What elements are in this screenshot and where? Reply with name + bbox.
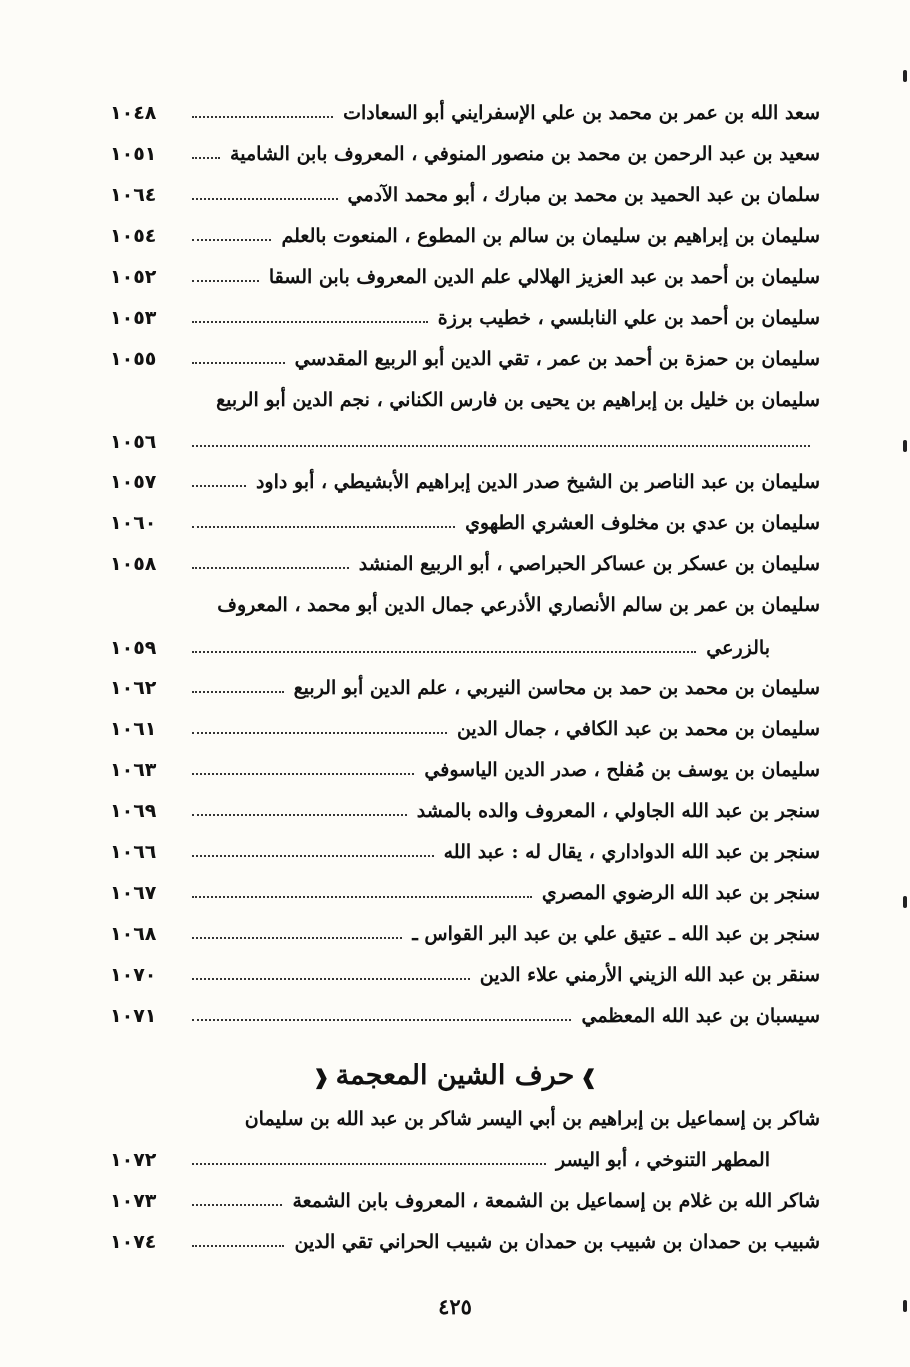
index-entry bbox=[110, 380, 820, 420]
leader-dots bbox=[192, 896, 532, 898]
entry-name: المطهر التنوخي ، أبو اليسر bbox=[555, 1149, 770, 1171]
section-heading-text: حرف الشين المعجمة bbox=[335, 1060, 575, 1091]
index-entry bbox=[110, 585, 820, 625]
binding-mark bbox=[903, 1300, 907, 1312]
entry-name: شاكر الله بن غلام بن إسماعيل بن الشمعة ، المعروف بابن الشمعة bbox=[292, 1190, 820, 1212]
index-entry bbox=[110, 1140, 820, 1180]
index-entry bbox=[110, 914, 820, 954]
entry-name: سنجر بن عبد الله الرضوي المصري bbox=[541, 882, 820, 904]
index-entry bbox=[110, 298, 820, 338]
entry-number bbox=[110, 380, 172, 420]
binding-mark bbox=[903, 440, 907, 452]
entry-name: سليمان بن خليل بن إبراهيم بن يحيى بن فارس الكناني ، نجم الدين أبو الربيع bbox=[216, 389, 820, 411]
entry-name: سنجر بن عبد الله ـ عتيق علي بن عبد البر القواس ـ bbox=[412, 923, 820, 945]
index-entry bbox=[110, 544, 820, 584]
leader-dots bbox=[192, 526, 455, 528]
leader-dots bbox=[192, 485, 246, 487]
leader-dots bbox=[192, 937, 402, 939]
index-entry bbox=[110, 1099, 820, 1139]
index-entry bbox=[110, 832, 820, 872]
entry-number: ١٠٥٧ bbox=[110, 471, 157, 493]
index-entry bbox=[110, 216, 820, 256]
entry-number: ١٠٧٢ bbox=[110, 1149, 157, 1171]
leader-dots bbox=[192, 1245, 284, 1247]
leader-dots bbox=[192, 116, 333, 118]
index-entry bbox=[110, 709, 820, 749]
entry-number: ١٠٦٩ bbox=[110, 800, 157, 822]
index-entry bbox=[110, 873, 820, 913]
index-entry bbox=[110, 628, 820, 668]
entry-number bbox=[110, 1099, 172, 1139]
entry-name: شبيب بن حمدان بن شبيب بن حمدان بن شبيب الحراني تقي الدين bbox=[294, 1231, 820, 1253]
entry-number: ١٠٥٥ bbox=[110, 348, 157, 370]
entry-number: ١٠٦٤ bbox=[110, 184, 157, 206]
entry-number: ١٠٧٤ bbox=[110, 1231, 157, 1253]
entry-name: سليمان بن عسكر بن عساكر الحبراصي ، أبو الربيع المنشد bbox=[358, 553, 820, 575]
leader-dots bbox=[192, 773, 414, 775]
entry-name: سنقر بن عبد الله الزيني الأرمني علاء الدين bbox=[479, 964, 820, 986]
index-entry bbox=[110, 93, 820, 133]
entry-name: سليمان بن عدي بن مخلوف العشري الطهوي bbox=[465, 512, 820, 534]
leader-dots bbox=[192, 651, 696, 653]
index-entry bbox=[110, 462, 820, 502]
entry-name: سليمان بن محمد بن عبد الكافي ، جمال الدين bbox=[456, 718, 820, 740]
entry-number: ١٠٥٤ bbox=[110, 225, 157, 247]
index-entry bbox=[110, 339, 820, 379]
index-entry bbox=[110, 996, 820, 1036]
leader-dots bbox=[192, 321, 428, 323]
index-entry bbox=[110, 668, 820, 708]
entry-number: ١٠٥٨ bbox=[110, 553, 157, 575]
leader-dots bbox=[192, 814, 407, 816]
leader-dots bbox=[192, 1204, 282, 1206]
entry-name: سنجر بن عبد الله الجاولي ، المعروف والده بالمشد bbox=[416, 800, 820, 822]
entry-name: سليمان بن يوسف بن مُفلح ، صدر الدين الياسوفي bbox=[424, 759, 820, 781]
entry-name: سعد الله بن عمر بن محمد بن علي الإسفرايني أبو السعادات bbox=[343, 102, 820, 124]
entry-name: شاكر بن إسماعيل بن إبراهيم بن أبي اليسر شاكر بن عبد الله بن سليمان bbox=[244, 1108, 820, 1130]
entry-number: ١٠٧٣ bbox=[110, 1190, 157, 1212]
index-entry bbox=[110, 750, 820, 790]
index-entry bbox=[110, 134, 820, 174]
section-heading bbox=[220, 1052, 690, 1100]
entry-number: ١٠٥٢ bbox=[110, 266, 157, 288]
index-entry bbox=[110, 175, 820, 215]
entry-name: سليمان بن حمزة بن أحمد بن عمر ، تقي الدين أبو الربيع المقدسي bbox=[294, 348, 820, 370]
index-entry bbox=[110, 1181, 820, 1221]
entry-name: سيسبان بن عبد الله المعظمي bbox=[581, 1005, 820, 1027]
leader-dots bbox=[192, 445, 810, 447]
leader-dots bbox=[192, 280, 259, 282]
index-entry bbox=[110, 422, 820, 462]
entry-number: ١٠٥١ bbox=[110, 143, 157, 165]
entry-name: سليمان بن إبراهيم بن سليمان بن سالم بن المطوع ، المنعوت بالعلم bbox=[281, 225, 820, 247]
entry-number: ١٠٥٣ bbox=[110, 307, 157, 329]
index-entry bbox=[110, 257, 820, 297]
leader-dots bbox=[192, 1019, 571, 1021]
entry-name: سليمان بن أحمد بن علي النابلسي ، خطيب برزة bbox=[437, 307, 820, 329]
entry-name: سليمان بن عمر بن سالم الأنصاري الأذرعي جمال الدين أبو محمد ، المعروف bbox=[217, 594, 820, 616]
entry-number: ١٠٤٨ bbox=[110, 102, 157, 124]
entry-name: سليمان بن عبد الناصر بن الشيخ صدر الدين إبراهيم الأبشيطي ، أبو داود bbox=[255, 471, 820, 493]
entry-name: سليمان بن محمد بن حمد بن محاسن النيربي ، علم الدين أبو الربيع bbox=[293, 677, 820, 699]
entry-number: ١٠٦٨ bbox=[110, 923, 157, 945]
leader-dots bbox=[192, 239, 271, 241]
binding-mark bbox=[903, 896, 907, 908]
leader-dots bbox=[192, 691, 284, 693]
entry-number: ١٠٦١ bbox=[110, 718, 157, 740]
entry-number: ١٠٦٦ bbox=[110, 841, 157, 863]
entry-number bbox=[110, 585, 172, 625]
entry-number: ١٠٦٢ bbox=[110, 677, 157, 699]
entry-name: بالزرعي bbox=[706, 637, 770, 659]
leader-dots bbox=[192, 567, 349, 569]
index-entry bbox=[110, 955, 820, 995]
index-entry bbox=[110, 791, 820, 831]
entry-number: ١٠٦٣ bbox=[110, 759, 157, 781]
entry-number: ١٠٦٠ bbox=[110, 512, 157, 534]
entry-number: ١٠٧١ bbox=[110, 1005, 157, 1027]
entry-number: ١٠٦٧ bbox=[110, 882, 157, 904]
entry-number: ١٠٥٩ bbox=[110, 637, 157, 659]
leader-dots bbox=[192, 855, 434, 857]
entry-number: ١٠٧٠ bbox=[110, 964, 157, 986]
ornament-right-icon: ❰ bbox=[312, 1065, 330, 1089]
entry-name: سعيد بن عبد الرحمن بن محمد بن منصور المنوفي ، المعروف بابن الشامية bbox=[230, 143, 820, 165]
leader-dots bbox=[192, 157, 220, 159]
index-entry bbox=[110, 1222, 820, 1262]
index-entry bbox=[110, 503, 820, 543]
entry-name: سليمان بن أحمد بن عبد العزيز الهلالي علم الدين المعروف بابن السقا bbox=[268, 266, 820, 288]
page-number: ٤٢٥ bbox=[438, 1294, 472, 1319]
binding-mark bbox=[903, 70, 907, 82]
leader-dots bbox=[192, 198, 338, 200]
entry-name: سلمان بن عبد الحميد بن محمد بن مبارك ، أبو محمد الآدمي bbox=[347, 184, 820, 206]
entry-number: ١٠٥٦ bbox=[110, 431, 157, 453]
leader-dots bbox=[192, 362, 285, 364]
entry-name: سنجر بن عبد الله الدواداري ، يقال له : عبد الله bbox=[443, 841, 820, 863]
leader-dots bbox=[192, 1163, 546, 1165]
ornament-left-icon: ❱ bbox=[580, 1065, 598, 1089]
leader-dots bbox=[192, 732, 447, 734]
leader-dots bbox=[192, 978, 470, 980]
